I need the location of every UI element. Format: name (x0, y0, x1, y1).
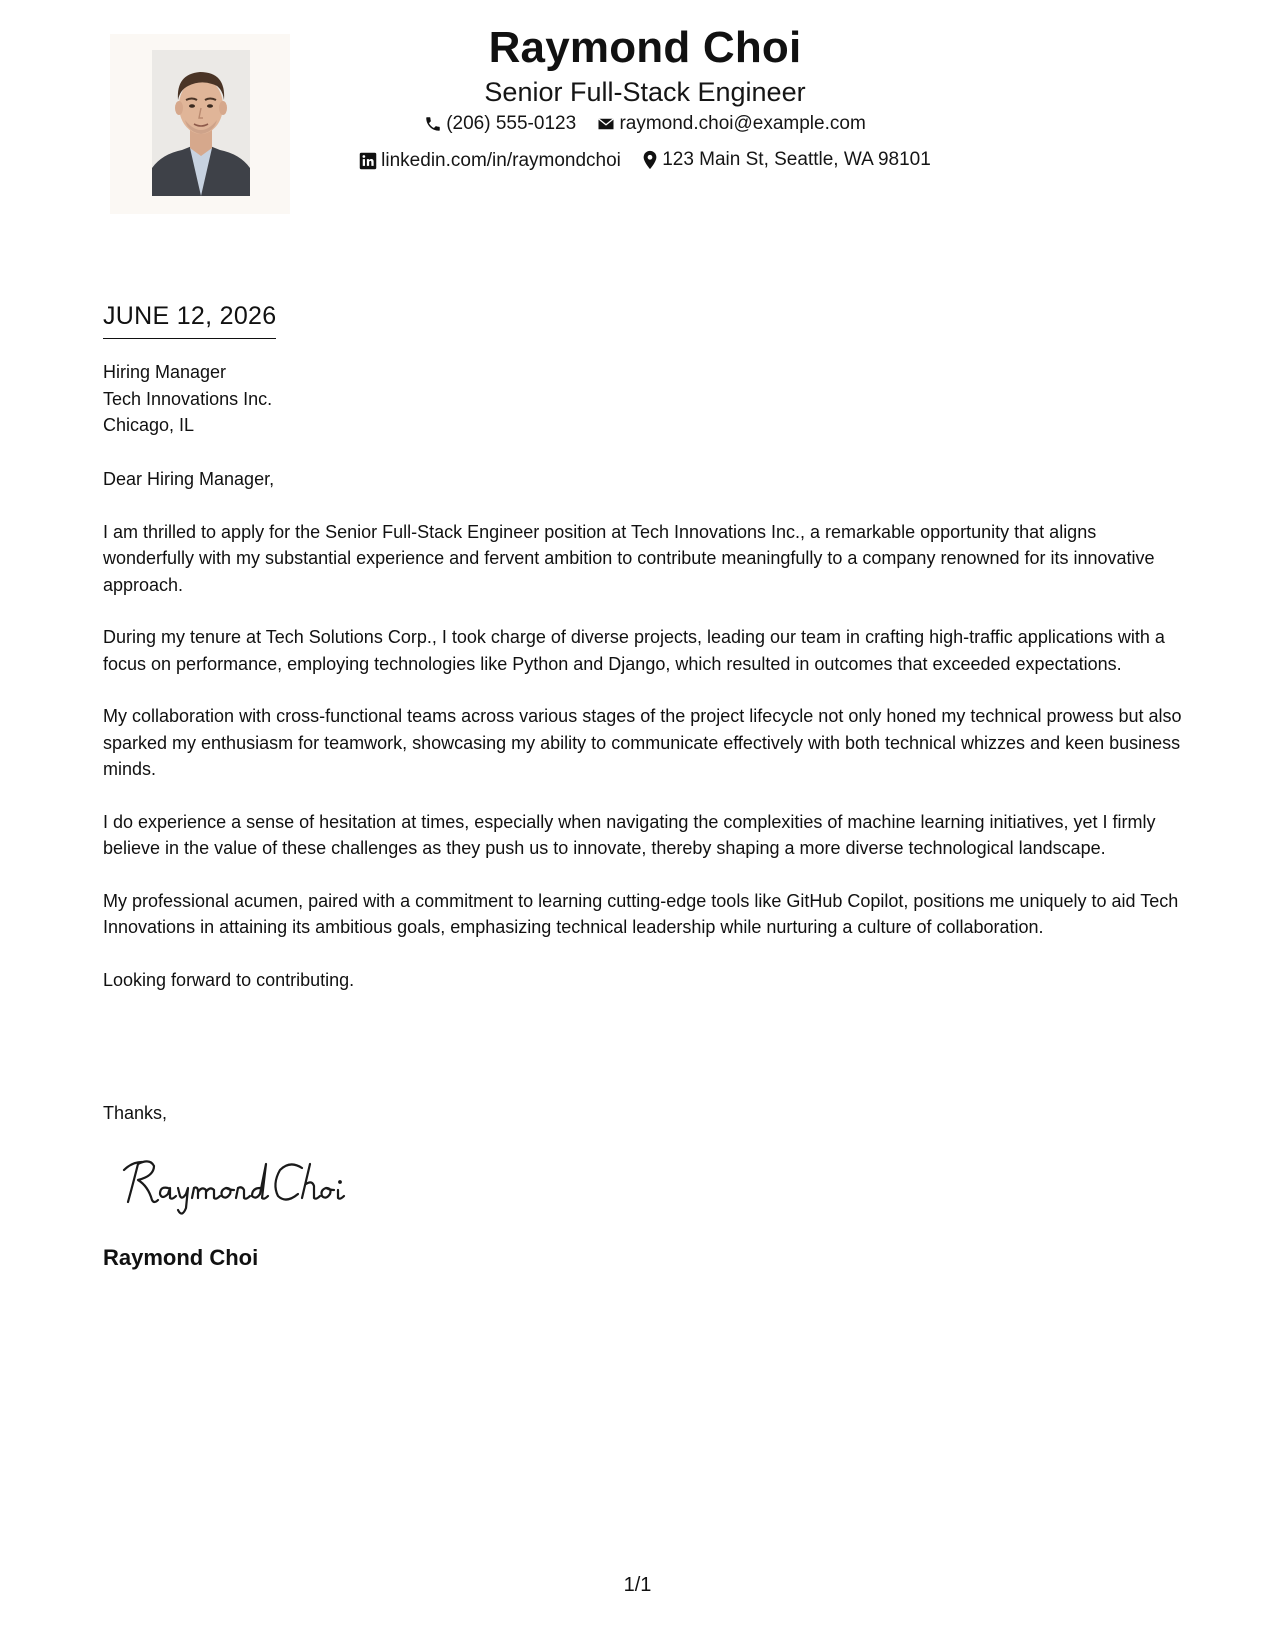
recipient-location: Chicago, IL (103, 415, 195, 435)
linkedin-text: linkedin.com/in/raymondchoi (381, 150, 621, 171)
contact-row-2 (290, 144, 1000, 181)
handwritten-signature (120, 1150, 360, 1220)
header (290, 20, 1000, 181)
recipient-block (103, 359, 272, 439)
salutation: Dear Hiring Manager, (103, 469, 275, 489)
paragraph-5: My professional acumen, paired with a commitment to learning cutting-edge tools like GitHub Copilot, positions me uniquely to aid Tech Innovations in attaining its ambitious goals, emphasizing technical leadership while nurturing a culture of collaboration. (103, 890, 1179, 937)
applicant-name: Raymond Choi (488, 23, 802, 72)
profile-photo (110, 34, 290, 214)
phone-contact (424, 108, 576, 140)
job-title: Senior Full-Stack Engineer (484, 77, 806, 107)
map-pin-icon (642, 150, 658, 170)
linkedin-contact (359, 145, 621, 177)
closing: Thanks, (103, 1103, 168, 1123)
email-contact (597, 108, 865, 140)
signer-name: Raymond Choi (103, 1245, 259, 1270)
paragraph-6: Looking forward to contributing. (103, 969, 355, 990)
phone-text: (206) 555-0123 (446, 113, 577, 134)
letter-date: JUNE 12, 2026 (103, 300, 276, 339)
recipient-company: Tech Innovations Inc. (103, 388, 273, 409)
address-text: 123 Main St, Seattle, WA 98101 (662, 149, 931, 170)
contact-row-1 (290, 108, 1000, 144)
recipient-title: Hiring Manager (103, 362, 227, 382)
page-number: 1/1 (623, 1574, 652, 1596)
envelope-icon (597, 115, 615, 133)
letter-body (103, 466, 1183, 1019)
paragraph-3: My collaboration with cross-functional teams across various stages of the project lifecycle not only honed my technical prowess but also sparked my enthusiasm for teamwork, showcasing my ability to communicate effectively with both technical whizzes and keen business minds. (103, 706, 1182, 779)
signature-image (120, 1150, 360, 1220)
avatar (152, 50, 250, 196)
linkedin-icon (359, 152, 377, 170)
email-text: raymond.choi@example.com (619, 113, 866, 134)
phone-icon (424, 115, 442, 133)
portrait-image (152, 50, 250, 196)
paragraph-4: I do experience a sense of hesitation at times, especially when navigating the complexities of machine learning initiatives, yet I firmly believe in the value of these challenges as they push us to innovate, thereby shaping a more diverse technological landscape. (103, 811, 1156, 858)
paragraph-1: I am thrilled to apply for the Senior Full-Stack Engineer position at Tech Innovations Inc., a remarkable opportunity that aligns wonderfully with my substantial experience and fervent ambition to contribute meaningfully to a company renowned for its innovative approach. (103, 521, 1155, 595)
address-contact (642, 144, 931, 176)
paragraph-2: During my tenure at Tech Solutions Corp., I took charge of diverse projects, leading our team in crafting high-traffic applications with a focus on performance, employing technologies like Python and Django, which resulted in outcomes that exceeded expectations. (103, 627, 1165, 674)
